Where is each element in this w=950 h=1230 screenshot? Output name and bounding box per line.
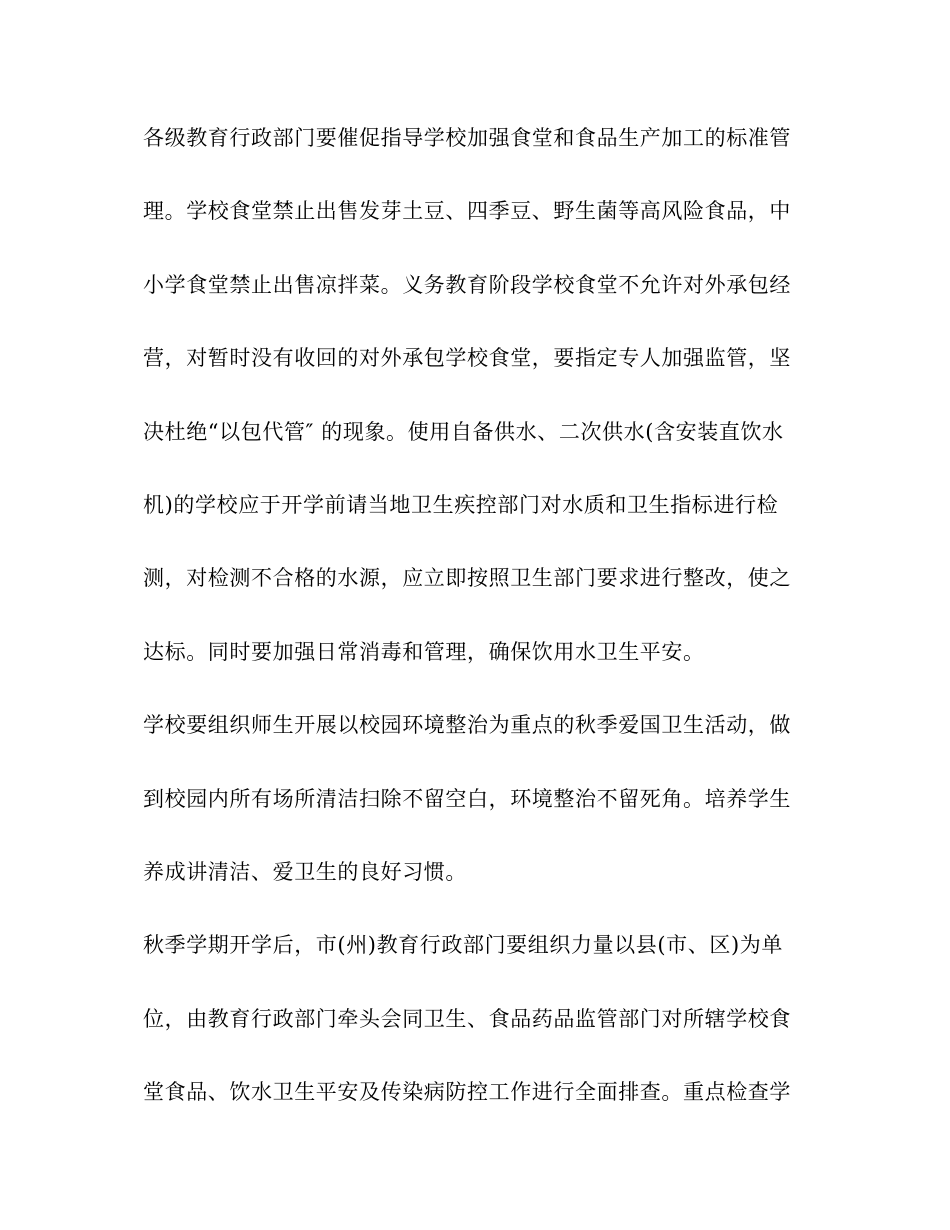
text-line: 理。学校食堂禁止出售发芽土豆、四季豆、野生菌等高风险食品，中 xyxy=(143,199,791,224)
text-line: 位，由教育行政部门牵头会同卫生、食品药品监管部门对所辖学校食 xyxy=(143,1006,791,1031)
text-line: 机)的学校应于开学前请当地卫生疾控部门对水质和卫生指标进行检 xyxy=(143,492,779,517)
text-line: 小学食堂禁止出售凉拌菜。义务教育阶段学校食堂不允许对外承包经 xyxy=(143,272,791,297)
text-line: 达标。同时要加强日常消毒和管理，确保饮用水卫生平安。 xyxy=(143,639,705,664)
text-line: 学校要组织师生开展以校园环境整治为重点的秋季爱国卫生活动，做 xyxy=(143,713,791,738)
text-line: 各级教育行政部门要催促指导学校加强食堂和食品生产加工的标准管 xyxy=(143,126,791,150)
text-line: 秋季学期开学后，市(州)教育行政部门要组织力量以县(市、区)为单 xyxy=(143,933,783,958)
text-line: 营，对暂时没有收回的对外承包学校食堂，要指定专人加强监管，坚 xyxy=(143,346,791,371)
document-body xyxy=(143,120,803,1147)
text-line: 养成讲清洁、爱卫生的良好习惯。 xyxy=(143,859,467,884)
text-line: 决杜绝“以包代管″ 的现象。使用自备供水、二次供水(含安装直饮水 xyxy=(143,419,784,444)
text-line: 到校园内所有场所清洁扫除不留空白，环境整治不留死角。培养学生 xyxy=(143,786,791,811)
text-line: 测，对检测不合格的水源，应立即按照卫生部门要求进行整改，使之 xyxy=(143,566,791,591)
text-line: 堂食品、饮水卫生平安及传染病防控工作进行全面排查。重点检查学 xyxy=(143,1080,791,1105)
